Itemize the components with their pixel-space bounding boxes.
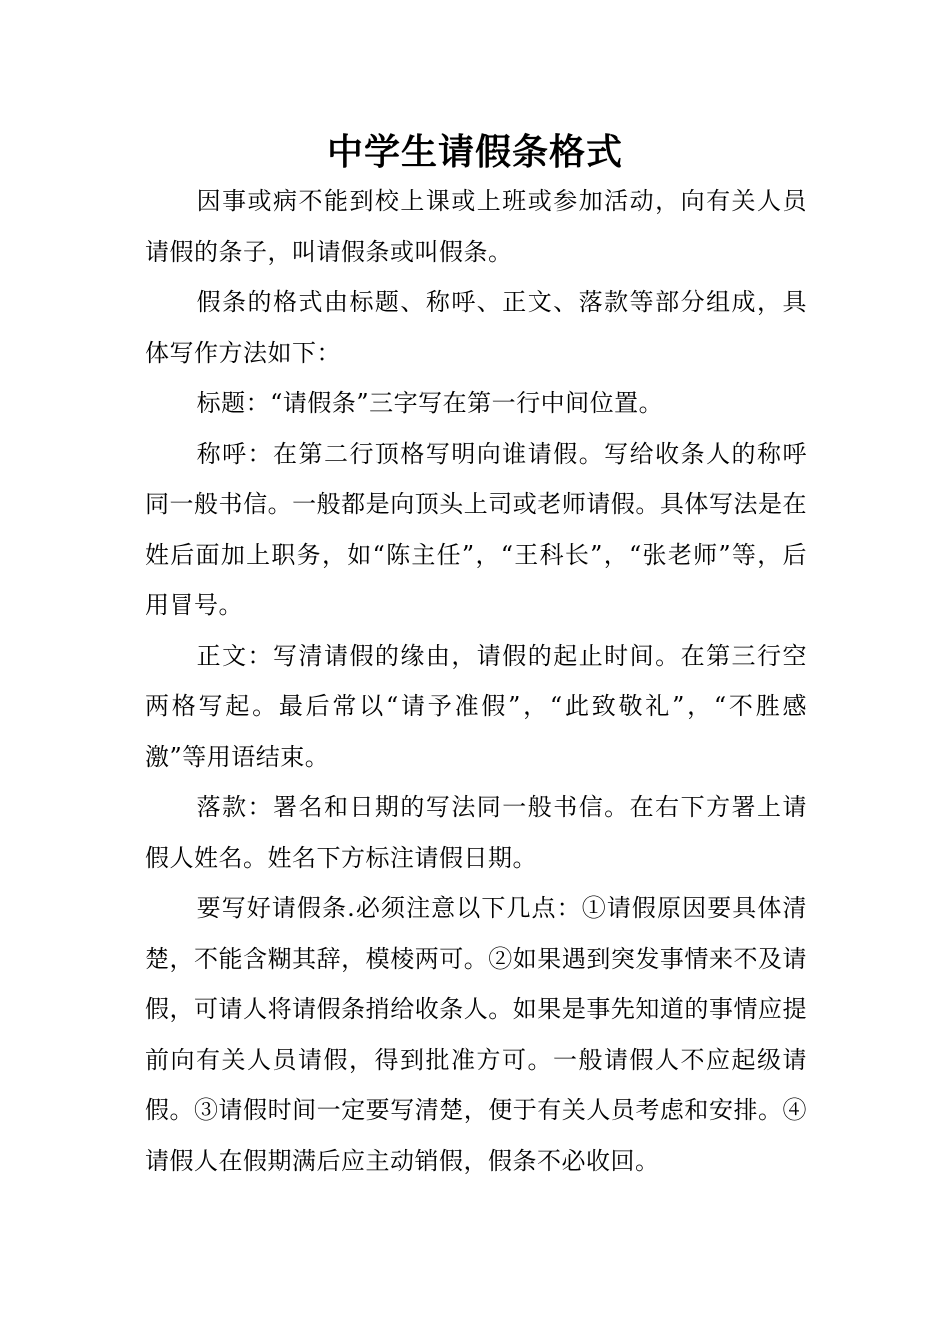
paragraph-title-section: 标题：“请假条”三字写在第一行中间位置。 xyxy=(196,389,664,417)
document-title: 中学生请假条格式 xyxy=(326,131,623,173)
paragraph-body-section: 正文：写清请假的缘由，请假的起止时间。在第三行空两格写起。最后常以“请予准假”，“此致敬礼”，“不胜感激”等用语结束。 xyxy=(145,641,807,771)
paragraph-signature-section: 落款：署名和日期的写法同一般书信。在右下方署上请假人姓名。姓名下方标注请假日期。 xyxy=(145,793,807,872)
paragraph-format-overview: 假条的格式由标题、称呼、正文、落款等部分组成，具体写作方法如下： xyxy=(145,288,807,367)
paragraph-notes: 要写好请假条.必须注意以下几点：①请假原因要具体清楚，不能含糊其辞，模棱两可。②如果遇到突发事情来不及请假，可请人将请假条捎给收条人。如果是事先知道的事情应提前向有关人员请假，得到批准方可。一般请假人不应起级请假。③请假时间一定要写清楚，便于有关人员考虑和安排。④请假人在假期满后应主动销假，假条不必收回。 xyxy=(145,894,807,1175)
paragraph-salutation-section: 称呼：在第二行顶格写明向谁请假。写给收条人的称呼同一般书信。一般都是向顶头上司或老师请假。具体写法是在姓后面加上职务，如“陈主任”，“王科长”，“张老师”等，后用冒号。 xyxy=(145,439,807,619)
document-body xyxy=(145,176,807,1186)
paragraph-intro: 因事或病不能到校上课或上班或参加活动，向有关人员请假的条子，叫请假条或叫假条。 xyxy=(145,187,807,266)
